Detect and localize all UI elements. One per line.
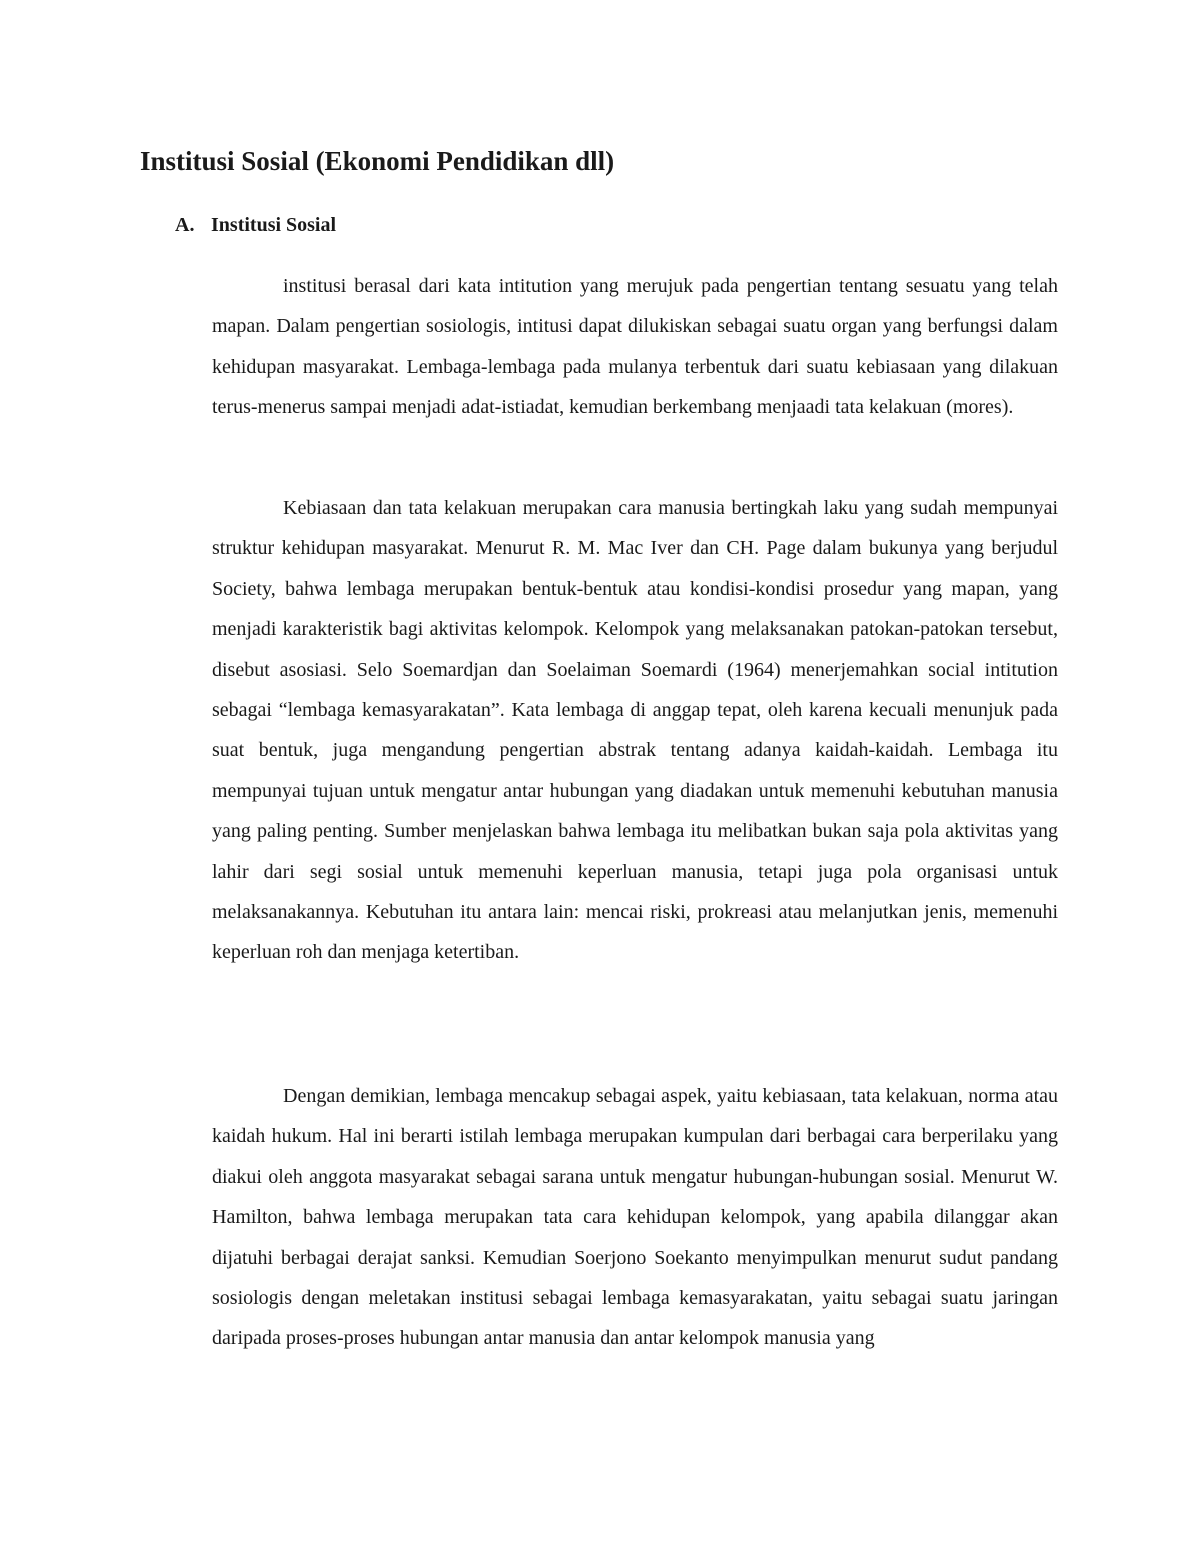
section-heading-text: Institusi Sosial (211, 214, 337, 236)
document-title: Institusi Sosial (Ekonomi Pendidikan dll) (140, 146, 615, 176)
body-paragraph-1: institusi berasal dari kata intitution yang merujuk pada pengertian tentang sesuatu yang telah mapan. Dalam pengertian sosiologis, intitusi dapat dilukiskan sebagai suatu organ yang berfungsi dalam kehidupan masyarakat. Lembaga-lembaga pada mulanya terbentuk dari suatu kebiasaan yang dilakuan terus-menerus sampai menjadi adat-istiadat, kemudian berkembang menjaadi tata kelakuan (mores). (212, 275, 1058, 419)
body-paragraph-3: Dengan demikian, lembaga mencakup sebagai aspek, yaitu kebiasaan, tata kelakuan, norma atau kaidah hukum. Hal ini berarti istilah lembaga merupakan kumpulan dari berbagai cara berperilaku yang diakui oleh anggota masyarakat sebagai sarana untuk mengatur hubungan-hubungan sosial. Menurut W. Hamilton, bahwa lembaga merupakan tata cara kehidupan kelompok, yang apabila dilanggar akan dijatuhi berbagai derajat sanksi. Kemudian Soerjono Soekanto menyimpulkan menurut sudut pandang sosiologis dengan meletakan institusi sebagai lembaga kemasyarakatan, yaitu sebagai suatu jaringan daripada proses-proses hubungan antar manusia dan antar kelompok manusia yang (212, 1085, 1058, 1350)
section-marker: A. (175, 214, 195, 236)
body-paragraph-2: Kebiasaan dan tata kelakuan merupakan cara manusia bertingkah laku yang sudah mempunyai struktur kehidupan masyarakat. Menurut R. M. Mac Iver dan CH. Page dalam bukunya yang berjudul Society, bahwa lembaga merupakan bentuk-bentuk atau kondisi-kondisi prosedur yang mapan, yang menjadi karakteristik bagi aktivitas kelompok. Kelompok yang melaksanakan patokan-patokan tersebut, disebut asosiasi. Selo Soemardjan dan Soelaiman Soemardi (1964) menerjemahkan social intitution sebagai “lembaga kemasyarakatan”. Kata lembaga di anggap tepat, oleh karena kecuali menunjuk pada suat bentuk, juga mengandung pengertian abstrak tentang adanya kaidah-kaidah. Lembaga itu mempunyai tujuan untuk mengatur antar hubungan yang diadakan untuk memenuhi kebutuhan manusia yang paling penting. Sumber menjelaskan bahwa lembaga itu melibatkan bukan saja pola aktivitas yang lahir dari segi sosial untuk memenuhi keperluan manusia, tetapi juga pola organisasi untuk melaksanakannya. Kebutuhan itu antara lain: mencai riski, prokreasi atau melanjutkan jenis, memenuhi keperluan roh dan menjaga ketertiban. (212, 497, 1058, 964)
section-heading (175, 209, 336, 241)
